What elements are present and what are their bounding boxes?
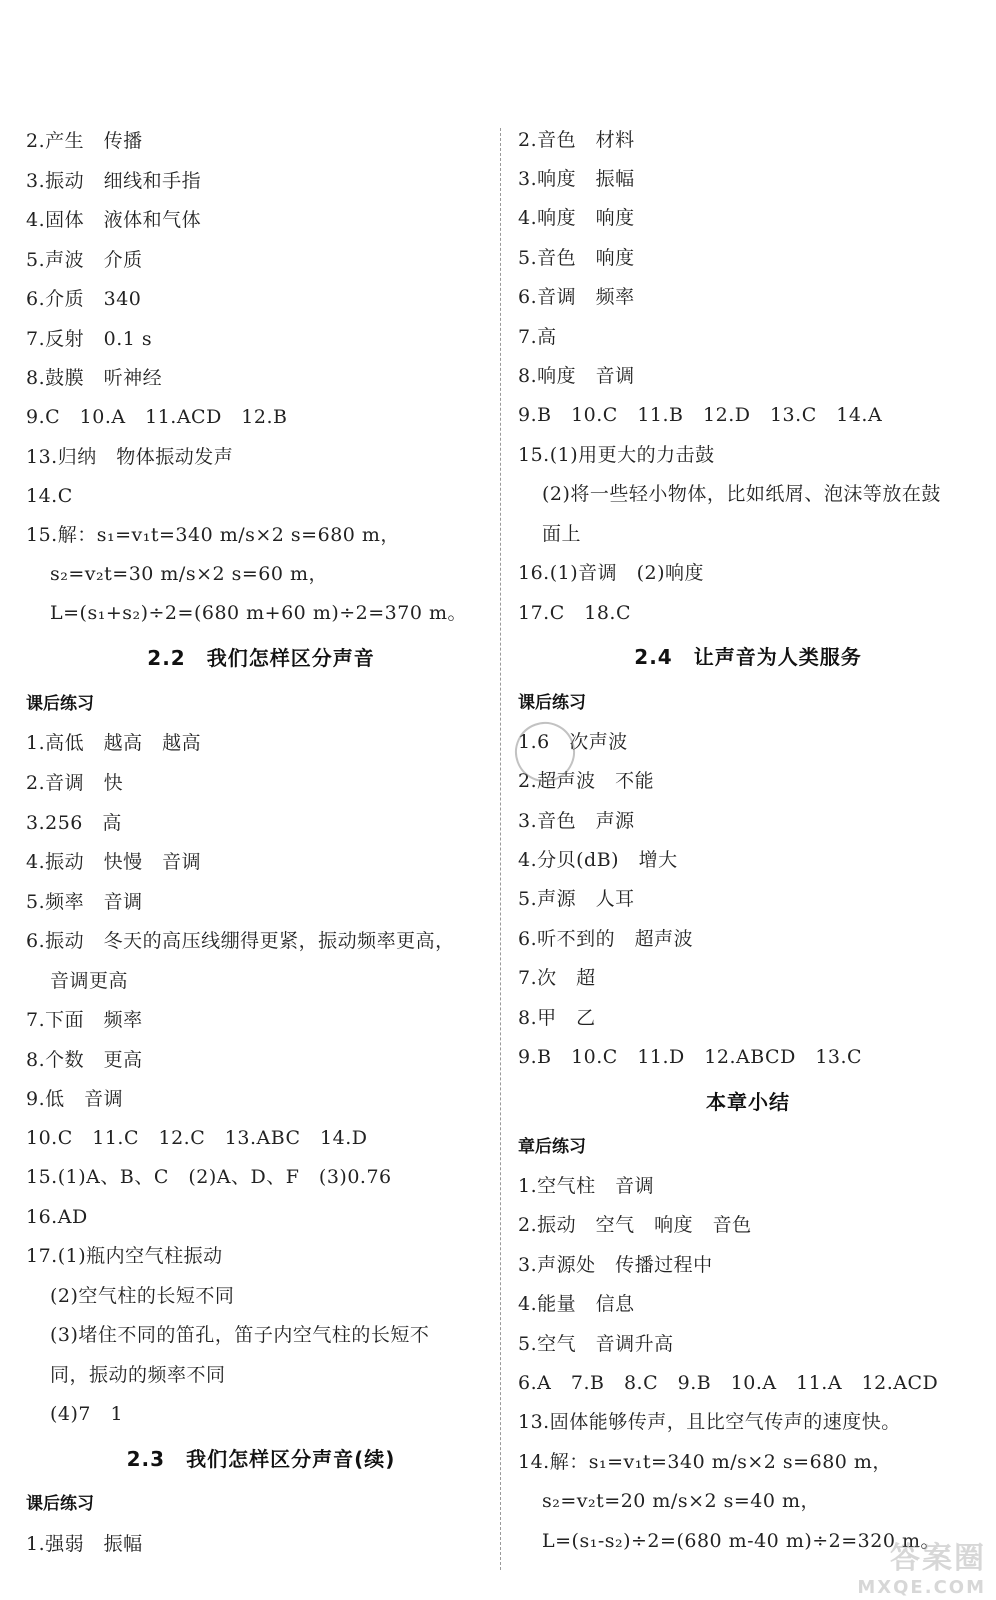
answer-line: (2)空气柱的长短不同 bbox=[50, 1285, 235, 1307]
answer-line: 3.音色 声源 bbox=[518, 810, 635, 832]
answer-line: 1.6 次声波 bbox=[518, 731, 628, 753]
answer-line: 15.(1)A、B、C (2)A、D、F (3)0.76 bbox=[26, 1166, 392, 1188]
answer-line: 3.振动 细线和手指 bbox=[26, 170, 202, 192]
answer-line: (4)7 1 bbox=[50, 1403, 124, 1425]
answer-line: 5.频率 音调 bbox=[26, 891, 143, 913]
answer-line: 3.256 高 bbox=[26, 812, 122, 834]
answer-line: 1.强弱 振幅 bbox=[26, 1533, 143, 1555]
answer-line: L=(s₁+s₂)÷2=(680 m+60 m)÷2=370 m。 bbox=[50, 602, 467, 624]
answer-line: 2.产生 传播 bbox=[26, 130, 143, 152]
answer-line: 14.C bbox=[26, 485, 73, 507]
answer-line: 16.AD bbox=[26, 1206, 88, 1228]
answer-line: 9.B 10.C 11.D 12.ABCD 13.C bbox=[518, 1046, 863, 1068]
answer-line: 7.次 超 bbox=[518, 967, 596, 989]
answer-line: 10.C 11.C 12.C 13.ABC 14.D bbox=[26, 1127, 368, 1149]
answer-line: 1.空气柱 音调 bbox=[518, 1175, 655, 1197]
answer-line: 15.解：s₁=v₁t=340 m/s×2 s=680 m， bbox=[26, 524, 400, 546]
answer-line: s₂=v₂t=30 m/s×2 s=60 m， bbox=[50, 563, 329, 585]
answer-line: 2.振动 空气 响度 音色 bbox=[518, 1214, 752, 1236]
answer-line: 3.声源处 传播过程中 bbox=[518, 1254, 713, 1276]
answer-line: 6.介质 340 bbox=[26, 288, 142, 310]
answer-line: 5.空气 音调升高 bbox=[518, 1333, 674, 1355]
subsection-label: 课后练习 bbox=[26, 694, 94, 714]
answer-line: 13.固体能够传声，且比空气传声的速度快。 bbox=[518, 1411, 901, 1433]
answer-line: 8.鼓膜 听神经 bbox=[26, 367, 163, 389]
answer-line: s₂=v₂t=20 m/s×2 s=40 m， bbox=[542, 1490, 821, 1512]
subsection-label: 章后练习 bbox=[518, 1137, 586, 1157]
answer-line: 4.能量 信息 bbox=[518, 1293, 635, 1315]
answer-line: 2.音色 材料 bbox=[518, 129, 635, 151]
answer-line: 4.响度 响度 bbox=[518, 207, 635, 229]
answer-line: L=(s₁-s₂)÷2=(680 m-40 m)÷2=320 m。 bbox=[542, 1530, 940, 1552]
section-heading: 2.3 我们怎样区分声音(续) bbox=[126, 1447, 396, 1471]
answer-line: 13.归纳 物体振动发声 bbox=[26, 446, 234, 468]
answer-line: 6.音调 频率 bbox=[518, 286, 635, 308]
section-heading: 2.4 让声音为人类服务 bbox=[634, 645, 862, 669]
watermark-text: 答案圈 bbox=[890, 1541, 986, 1576]
column-divider bbox=[500, 128, 501, 1570]
answer-line: 9.C 10.A 11.ACD 12.B bbox=[26, 406, 288, 428]
section-heading: 2.2 我们怎样区分声音 bbox=[147, 646, 375, 670]
answer-line: 6.A 7.B 8.C 9.B 10.A 11.A 12.ACD bbox=[518, 1372, 939, 1394]
answer-line: 15.(1)用更大的力击鼓 bbox=[518, 444, 715, 466]
answer-line: 面上 bbox=[542, 523, 582, 545]
answer-line: (3)堵住不同的笛孔，笛子内空气柱的长短不 bbox=[50, 1324, 430, 1346]
answer-line: 8.甲 乙 bbox=[518, 1007, 596, 1029]
answer-line: 8.响度 音调 bbox=[518, 365, 635, 387]
answer-line: 6.振动 冬天的高压线绷得更紧，振动频率更高， bbox=[26, 930, 455, 952]
answer-line: 3.响度 振幅 bbox=[518, 168, 635, 190]
subsection-label: 课后练习 bbox=[26, 1494, 94, 1514]
subsection-label: 课后练习 bbox=[518, 693, 586, 713]
answer-line: 6.听不到的 超声波 bbox=[518, 928, 694, 950]
answer-line: 7.下面 频率 bbox=[26, 1009, 143, 1031]
watermark-url: MXQE.COM bbox=[857, 1577, 986, 1598]
answer-line: 5.声波 介质 bbox=[26, 249, 143, 271]
answer-line: 音调更高 bbox=[50, 970, 129, 992]
section-heading: 本章小结 bbox=[706, 1090, 790, 1114]
answer-line: (2)将一些轻小物体，比如纸屑、泡沫等放在鼓 bbox=[542, 483, 941, 505]
answer-line: 7.高 bbox=[518, 326, 557, 348]
answer-line: 7.反射 0.1 s bbox=[26, 328, 153, 350]
answer-line: 5.声源 人耳 bbox=[518, 888, 635, 910]
answer-line: 8.个数 更高 bbox=[26, 1049, 143, 1071]
answer-line: 16.(1)音调 (2)响度 bbox=[518, 562, 705, 584]
answer-line: 4.固体 液体和气体 bbox=[26, 209, 202, 231]
answer-line: 17.C 18.C bbox=[518, 602, 632, 624]
answer-line: 9.低 音调 bbox=[26, 1088, 124, 1110]
watermark-logo bbox=[857, 1533, 986, 1598]
answer-line: 2.音调 快 bbox=[26, 772, 124, 794]
answer-line: 17.(1)瓶内空气柱振动 bbox=[26, 1245, 223, 1267]
answer-line: 9.B 10.C 11.B 12.D 13.C 14.A bbox=[518, 404, 883, 426]
answer-line: 4.振动 快慢 音调 bbox=[26, 851, 202, 873]
answer-line: 4.分贝(dB) 增大 bbox=[518, 849, 678, 871]
answer-line: 1.高低 越高 越高 bbox=[26, 732, 202, 754]
answer-line: 5.音色 响度 bbox=[518, 247, 635, 269]
answer-line: 14.解：s₁=v₁t=340 m/s×2 s=680 m， bbox=[518, 1451, 892, 1473]
answer-line: 同，振动的频率不同 bbox=[50, 1364, 226, 1386]
answer-line: 2.超声波 不能 bbox=[518, 770, 655, 792]
